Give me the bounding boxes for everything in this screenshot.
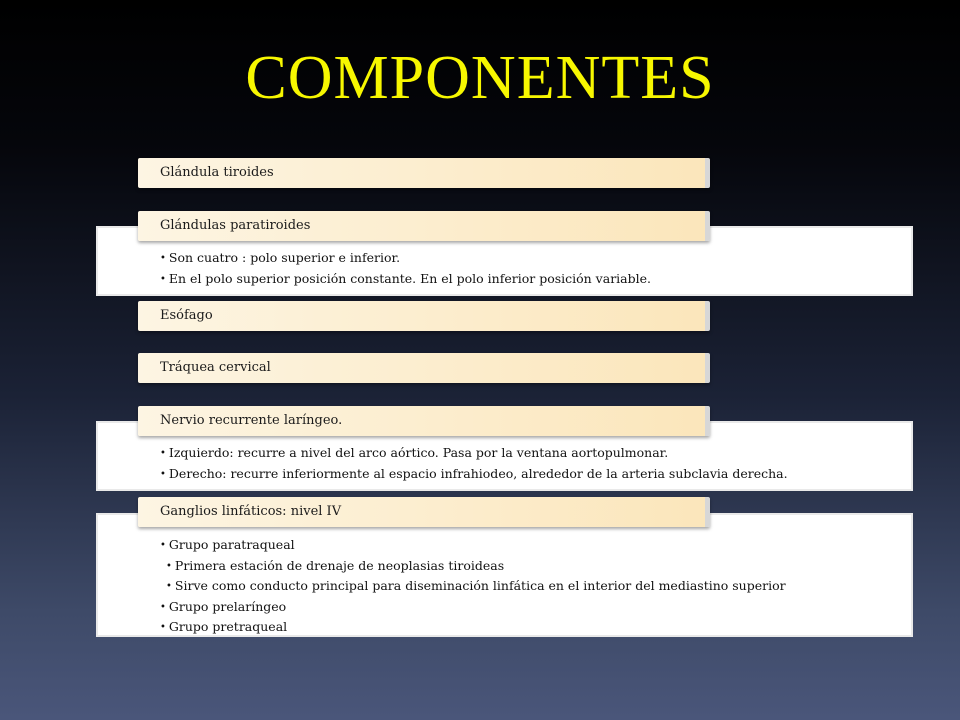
bullet-item: • Grupo pretraqueal: [160, 618, 786, 639]
bullet-item: • Grupo paratraqueal: [160, 536, 786, 557]
heading-glandula-tiroides: Glándula tiroides: [138, 158, 710, 188]
bullet-item: • Derecho: recurre inferiormente al espacio infrahiodeo, alrededor de la arteria subclavia derecha.: [160, 465, 788, 486]
heading-esofago: Esófago: [138, 301, 710, 331]
heading-traquea-cervical: Tráquea cervical: [138, 353, 710, 383]
slide-title: COMPONENTES: [245, 44, 715, 112]
bullet-item: • Son cuatro : polo superior e inferior.: [160, 249, 651, 270]
ganglios-bullet-list: [160, 536, 786, 639]
bullet-item: • Izquierdo: recurre a nivel del arco aórtico. Pasa por la ventana aortopulmonar.: [160, 444, 788, 465]
bullet-item: • En el polo superior posición constante. En el polo inferior posición variable.: [160, 270, 651, 291]
paratiroides-bullet-list: [160, 249, 651, 290]
bullet-item: • Grupo prelaríngeo: [160, 598, 786, 619]
nervio-recurrente-bullet-list: [160, 444, 788, 485]
heading-nervio-recurrente: Nervio recurrente laríngeo.: [138, 406, 710, 436]
heading-glandulas-paratiroides: Glándulas paratiroides: [138, 211, 710, 241]
sub-bullet-item: • Sirve como conducto principal para diseminación linfática en el interior del mediastino superior: [160, 577, 786, 598]
heading-ganglios-linfaticos: Ganglios linfáticos: nivel IV: [138, 497, 710, 527]
sub-bullet-item: • Primera estación de drenaje de neoplasias tiroideas: [160, 557, 786, 578]
